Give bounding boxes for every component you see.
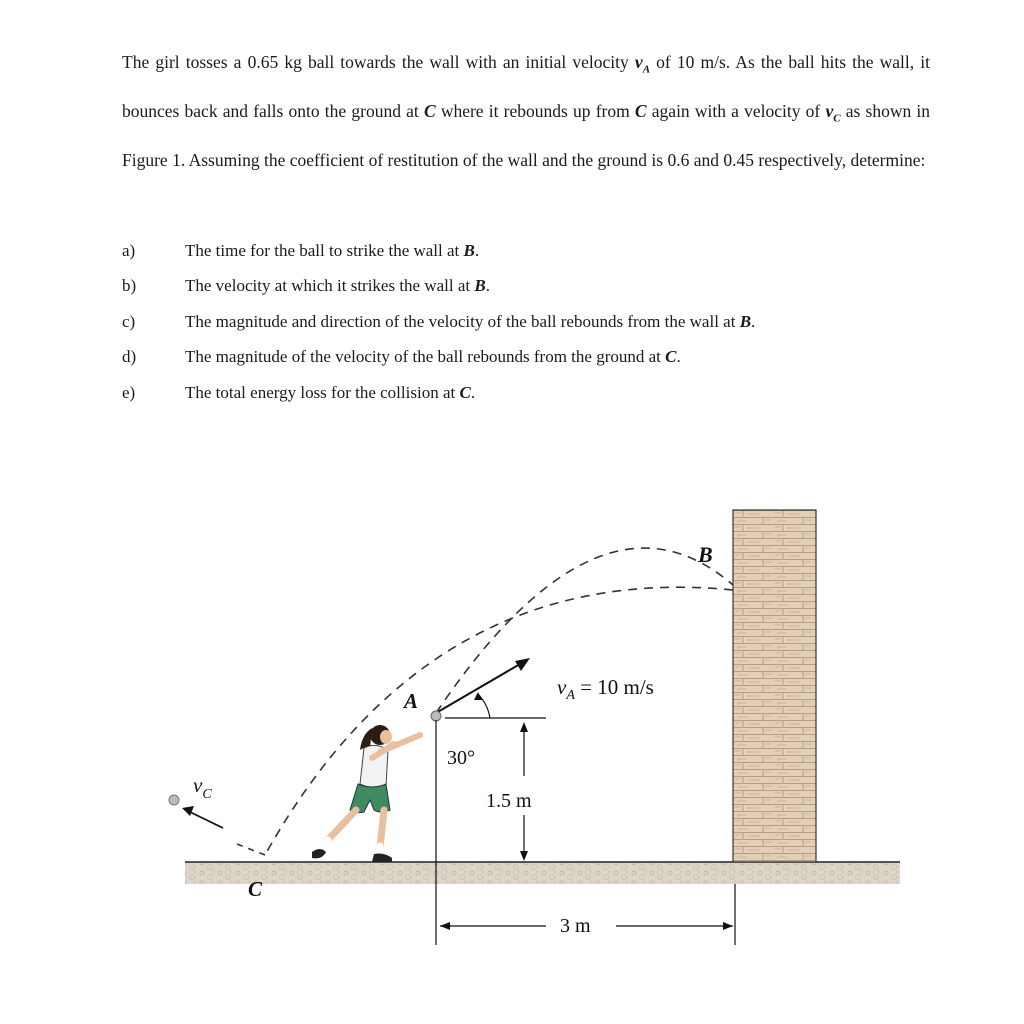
vC-symbol: $v_C$ (825, 101, 841, 125)
distance-arrow-left (440, 922, 450, 930)
angle-arrowhead (474, 692, 482, 700)
ball-at-C-rebound (169, 795, 179, 805)
vA-symbol: $v_A$ (634, 52, 651, 76)
trajectory-C-rebound (232, 842, 265, 855)
girl-figure (312, 725, 420, 862)
ball-at-A (431, 711, 441, 721)
velocity-label: $v_A = 10$ m/s (557, 675, 654, 703)
distance-arrow-right (723, 922, 733, 930)
velocity-vC-arrow (190, 812, 223, 828)
arrowhead-vA (515, 658, 530, 671)
label-B: B (698, 542, 713, 567)
height-label: 1.5 m (486, 790, 532, 812)
vc-label: $v_C$ (193, 773, 212, 802)
distance-label: 3 m (560, 915, 591, 937)
angle-label: 30° (447, 747, 475, 769)
arrowhead-vC (182, 806, 194, 816)
brick-wall (733, 510, 816, 862)
label-C: C (248, 877, 263, 901)
label-A: A (404, 689, 419, 713)
velocity-vA-arrow (436, 664, 520, 713)
height-arrow-top (520, 722, 528, 732)
trajectory-B-to-C (265, 587, 733, 855)
ground (185, 862, 900, 884)
problem-statement: The girl tosses a 0.65 kg ball towards the wall with an initial velocity $v_A$ of 10 m/s. As the ball hits the wall, it bounces back and falls onto the ground at C where it rebounds up from C again with a velocity of $v_C$ as shown in Figure 1. Assuming the coefficient of restitution of the wall and the ground is 0.6 and 0.45 respectively, determine: (122, 52, 931, 170)
height-arrow-bottom (520, 851, 528, 861)
